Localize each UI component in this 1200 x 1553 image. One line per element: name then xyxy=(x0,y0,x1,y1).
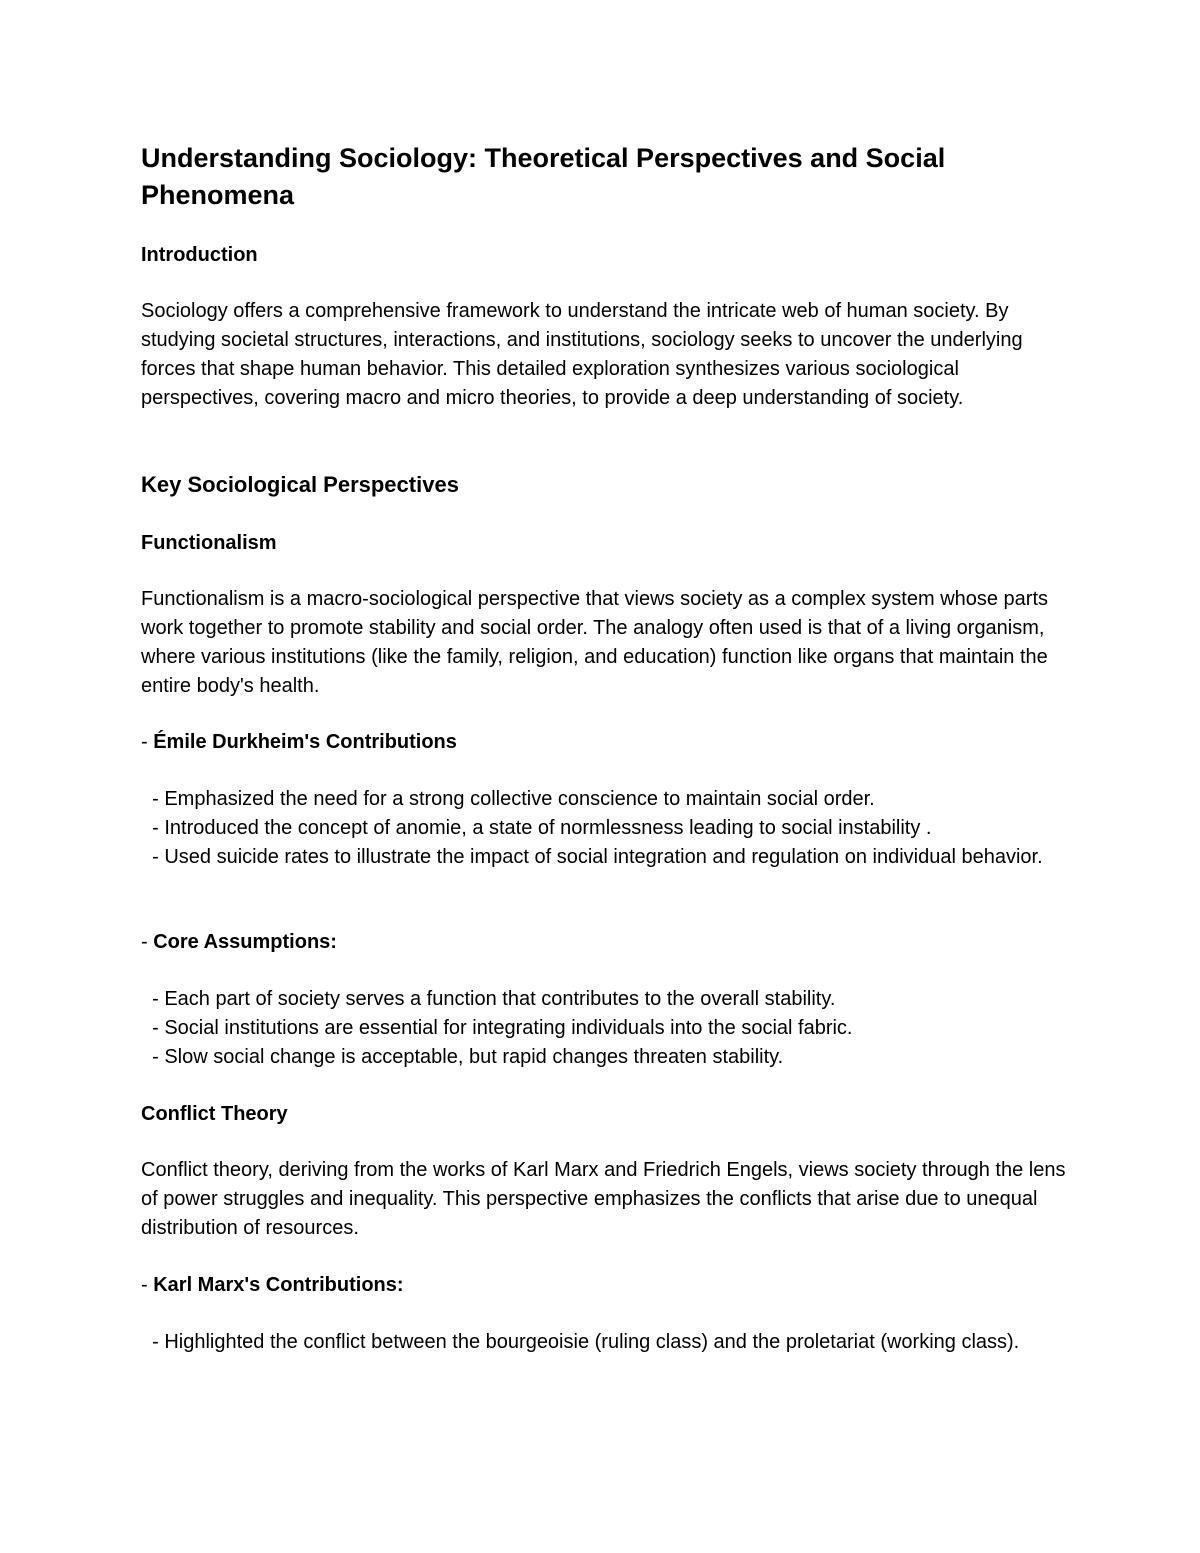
durkheim-heading-line xyxy=(141,728,1066,757)
list-item: - Each part of society serves a function that contributes to the overall stability. xyxy=(141,988,836,1010)
functionalism-heading: Functionalism xyxy=(141,532,277,554)
conflict-theory-heading: Conflict Theory xyxy=(141,1103,288,1125)
list-item: - Social institutions are essential for integrating individuals into the social fabric. xyxy=(141,1016,853,1039)
list-item: - Used suicide rates to illustrate the impact of social integration and regulation on individual behavior. xyxy=(141,845,1043,868)
list-item: - Emphasized the need for a strong collective conscience to maintain social order. xyxy=(141,788,875,810)
list-item: - Introduced the concept of anomie, a state of normlessness leading to social instability . xyxy=(141,816,932,839)
marx-heading: Karl Marx's Contributions: xyxy=(153,1274,404,1296)
document-title: Understanding Sociology: Theoretical Perspectives and Social Phenomena xyxy=(141,143,946,210)
introduction-paragraph: Sociology offers a comprehensive framework to understand the intricate web of human society. By studying societal structures, interactions, and institutions, sociology seeks to uncover the underlying forces that shape human behavior. This detailed exploration synthesizes various sociological perspectives, covering macro and micro theories, to provide a deep understanding of society. xyxy=(141,300,1023,409)
assumptions-list xyxy=(141,985,1066,1072)
durkheim-dash: - xyxy=(141,731,154,753)
key-perspectives-heading: Key Sociological Perspectives xyxy=(141,472,459,497)
functionalism-paragraph: Functionalism is a macro-sociological perspective that views society as a complex system whose parts work together to promote stability and social order. The analogy often used is that of a living organism, where various institutions (like the family, religion, and education) function like organs that maintain the entire body's health. xyxy=(141,588,1049,697)
marx-heading-line xyxy=(141,1271,1066,1300)
marx-list xyxy=(141,1328,1066,1357)
conflict-theory-paragraph: Conflict theory, deriving from the works of Karl Marx and Friedrich Engels, views society through the lens of power struggles and inequality. This perspective emphasizes the conflicts that arise due to unequal distribution of resources. xyxy=(141,1159,1066,1239)
durkheim-list xyxy=(141,785,1066,872)
list-item: - Slow social change is acceptable, but rapid changes threaten stability. xyxy=(141,1045,784,1068)
assumptions-heading: Core Assumptions: xyxy=(153,931,337,953)
durkheim-heading: Émile Durkheim's Contributions xyxy=(153,731,457,753)
marx-dash: - xyxy=(141,1274,154,1296)
list-item: - Highlighted the conflict between the bourgeoisie (ruling class) and the proletariat (working class). xyxy=(141,1331,1020,1353)
assumptions-dash: - xyxy=(141,931,154,953)
assumptions-heading-line xyxy=(141,928,1066,957)
introduction-heading: Introduction xyxy=(141,244,258,266)
